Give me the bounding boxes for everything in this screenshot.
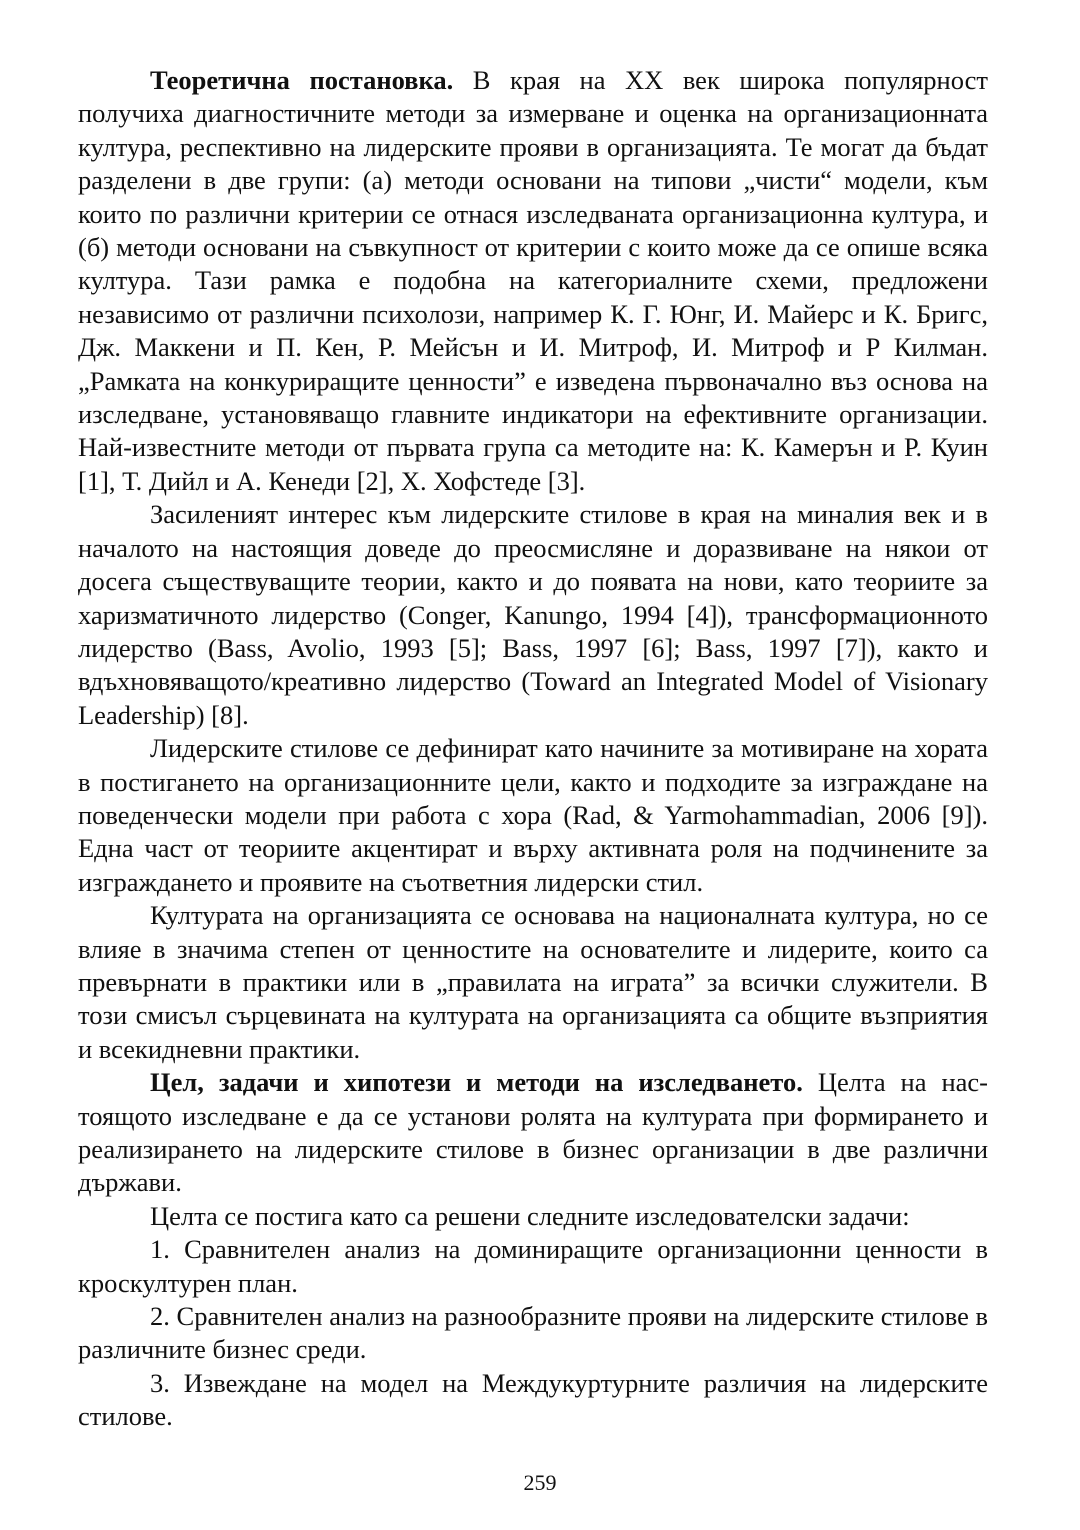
paragraph-leadership-interest: Засиленият интерес към лидерските стилове в края на миналия век и в началото на настоящия доведе до преосмисляне и доразвиване на някои от досега съществуващите теории, както и до появата на нови, като теориите за харизматичното лидерство (Conger, Kanungo, 1994 [4]), трансформационното лидерство (Bass, Avolio, 1993 [5]; Bass, 1997 [6]; Bass, 1997 [7]), както и вдъхновяващото/креативно лидерство (Toward an Integrated Model of Visionary Leadership) [8]. (78, 499, 988, 730)
paragraph-leadership-styles: Лидерските стилове се дефинират като начините за мотивиране на хората в постигането на организационните цели, както и подходите за изграждане на поведенчески модели при работа с хора (Rad, & Yarmohammadian, 2006 [9]). Една част от теориите акцентират и върху активната роля на подчинените за изграждането и проявите на съответния лидерски стил. (78, 733, 988, 897)
paragraph-goals (78, 1066, 988, 1200)
heading-goals: Цел, задачи и хипотези и методи на изследването. (150, 1067, 803, 1098)
list-item-task-2: 2. Сравнителен анализ на разнообразните прояви на лидерските стилове в различните бизнес среди. (78, 1301, 988, 1365)
list-item-task-1: 1. Сравнителен анализ на доминиращите организационни ценности в кроскултурен план. (78, 1234, 988, 1298)
paragraph-theory (78, 64, 988, 498)
page-body (78, 64, 988, 1434)
page-number: 259 (523, 1470, 557, 1495)
heading-theory: Теоретична постановка. (150, 65, 454, 95)
paragraph-tasks-intro: Целта се постига като са решени следните изследователски задачи: (150, 1200, 910, 1231)
paragraph-organizational-culture: Културата на организацията се основава на националната култура, но се влияе в значима степен от ценностите на основателите и лидерите, които са превърнати в практики или в „правилата на играта” за всички служители. В този смисъл сърцевината на културата на организацията са общите възприятия и всекидневни практики. (78, 900, 988, 1064)
paragraph-text: В края на XX век широка популярност получиха диагностичните методи за измерване и оценка на организационната култура, респективно на лидерските прояви в организацията. Те могат да бъдат разделени в две групи: (а) методи основани на типови „чисти“ модели, към които по различни критерии се отнася изследваната организационна култура, и (б) методи основани на съвкупност от критерии с които може да се опише всяка култура. Тази рамка е подобна на категориалните схеми, предложени независимо от различни психолози, например К. Г. Юнг, И. Майерс и К. Бригс, Дж. Маккени и П. Кен, Р. Мейсън и И. Митроф, И. Митроф и Р Килман. „Рамката на конкуриращите ценности” е изведена първоначално въз основа на изследване, установяващо главните индикатори на ефективните организации. Най-известните методи от първата група са методите на: К. Камерън и Р. Куин [1], Т. Дийл и А. Кенеди [2], Х. Хофстеде [3]. (78, 65, 988, 496)
paragraph-text: Целта на настоящото изследване е да се установи ролята на културата при формирането и реализирането на лидерските стилове в бизнес организации в две различни държави. (78, 1067, 988, 1198)
list-item-task-3: 3. Извеждане на модел на Междукуртурните различия на лидерските стилове. (78, 1367, 988, 1432)
